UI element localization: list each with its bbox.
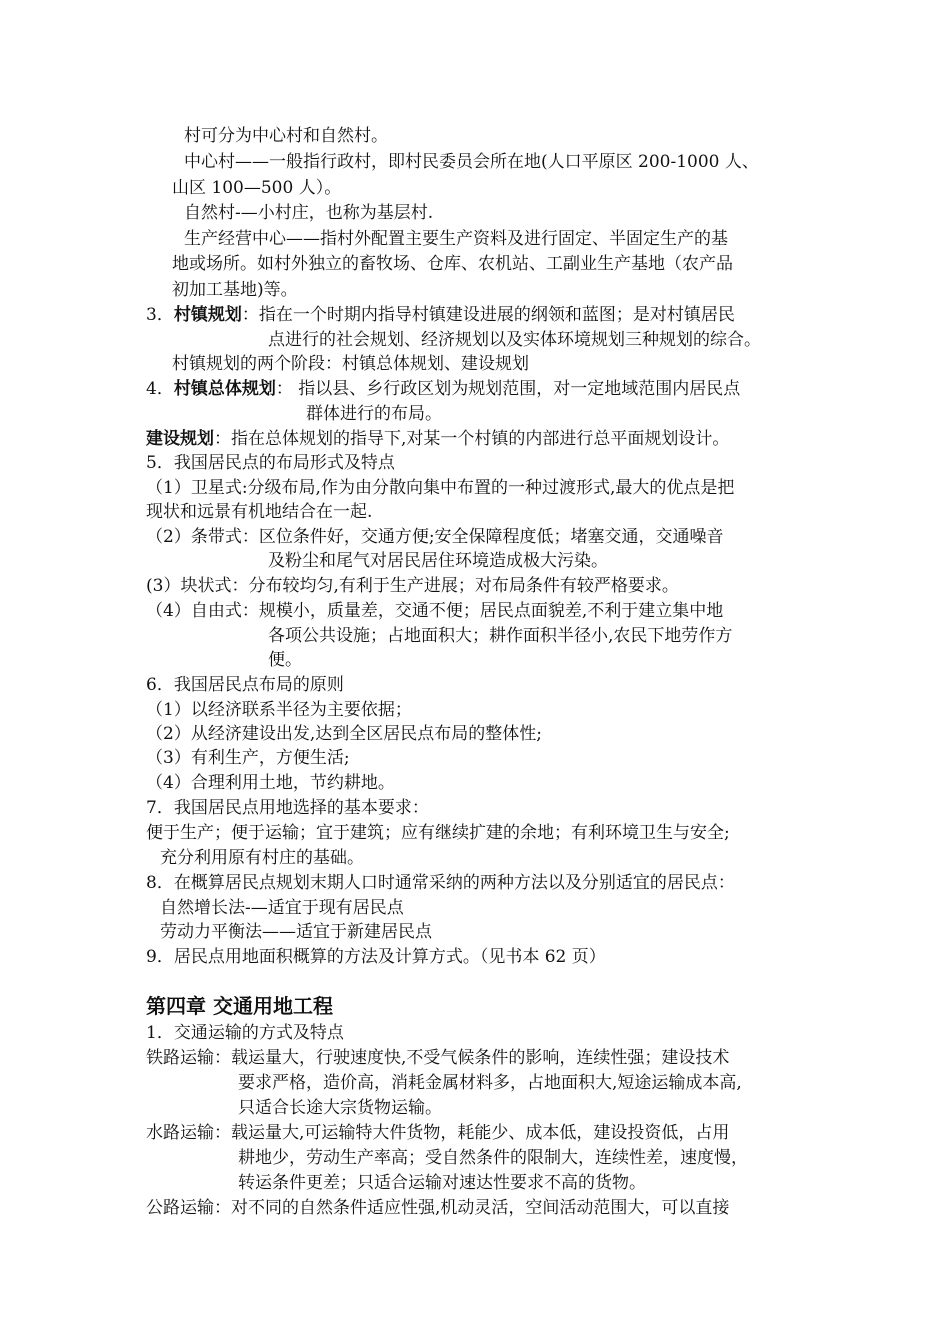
- section-5-free-line-3: 便。: [268, 650, 302, 670]
- railway-line-3: 只适合长途大宗货物运输。: [238, 1098, 442, 1118]
- section-4-line-1: [146, 377, 740, 401]
- section-6-title: 6．我国居民点布局的原则: [146, 675, 344, 695]
- highway-line-1: 公路运输：对不同的自然条件适应性强,机动灵活，空间活动范围大，可以直接: [146, 1198, 730, 1218]
- waterway-line-1: 水路运输：载运量大,可运输特大件货物，耗能少、成本低，建设投资低，占用: [146, 1123, 730, 1143]
- build-plan-text: ：指在总体规划的指导下,对某一个村镇的内部进行总平面规划设计。: [214, 429, 730, 449]
- section-5-strip-line-1: （2）条带式：区位条件好，交通方便;安全保障程度低；堵塞交通，交通噪音: [146, 527, 724, 547]
- section-8-title: 8．在概算居民点规划末期人口时通常采纳的两种方法以及分别适宜的居民点：: [146, 873, 735, 893]
- section-3-term: 村镇规划: [173, 305, 242, 325]
- section-5-title: 5．我国居民点的布局形式及特点: [146, 453, 395, 473]
- section-7-title: 7．我国居民点用地选择的基本要求：: [146, 798, 429, 818]
- section-5-free-line-2: 各项公共设施；占地面积大；耕作面积半径小,农民下地劳作方: [268, 626, 733, 646]
- chapter-4-heading: 第四章 交通用地工程: [146, 994, 333, 1018]
- section-3-line-3: 村镇规划的两个阶段：村镇总体规划、建设规划: [172, 354, 529, 374]
- section-6-item-2: （2）从经济建设出发,达到全区居民点布局的整体性;: [146, 724, 542, 744]
- section-7-line-2: 充分利用原有村庄的基础。: [160, 848, 364, 868]
- intro-line-6: 地或场所。如村外独立的畜牧场、仓库、农机站、工副业生产基地（农产品: [172, 254, 733, 274]
- section-8-line-2: 劳动力平衡法——适宜于新建居民点: [160, 922, 432, 942]
- section-4-term: 村镇总体规划: [173, 379, 276, 399]
- section-4-line-2: 群体进行的布局。: [306, 404, 442, 424]
- section-8-line-1: 自然增长法-—适宜于现有居民点: [160, 898, 404, 918]
- section-5-satellite-line-1: （1）卫星式:分级布局,作为由分散向集中布置的一种过渡形式,最大的优点是把: [146, 478, 735, 498]
- intro-line-1: 村可分为中心村和自然村。: [184, 126, 388, 146]
- chapter-4-section-1-title: 1．交通运输的方式及特点: [146, 1023, 344, 1043]
- build-plan-term: 建设规划: [146, 429, 214, 449]
- intro-line-2: 中心村——一般指行政村，即村民委员会所在地(人口平原区 200-1000 人、: [184, 152, 759, 172]
- section-6-item-4: （4）合理利用土地，节约耕地。: [146, 773, 395, 793]
- intro-line-4: 自然村-—小村庄，也称为基层村.: [184, 203, 434, 223]
- section-5-strip-line-2: 及粉尘和尾气对居民居住环境造成极大污染。: [268, 551, 608, 571]
- section-4-text: ： 指以县、乡行政区划为规划范围，对一定地域范围内居民点: [275, 379, 741, 399]
- railway-line-1: 铁路运输：载运量大，行驶速度快,不受气候条件的影响，连续性强；建设技术: [146, 1048, 730, 1068]
- section-9-title: 9．居民点用地面积概算的方法及计算方式。（见书本 62 页）: [146, 947, 606, 967]
- intro-line-7: 初加工基地)等。: [172, 280, 298, 300]
- waterway-line-3: 转运条件更差；只适合运输对速达性要求不高的货物。: [238, 1173, 646, 1193]
- section-6-item-1: （1）以经济联系半径为主要依据；: [146, 700, 412, 720]
- section-6-item-3: （3）有利生产，方便生活;: [146, 748, 350, 768]
- intro-line-5: 生产经营中心——指村外配置主要生产资料及进行固定、半固定生产的基: [184, 229, 728, 249]
- section-3-line-2: 点进行的社会规划、经济规划以及实体环境规划三种规划的综合。: [268, 330, 761, 350]
- section-4-number: 4．: [146, 379, 174, 399]
- railway-line-2: 要求严格，造价高，消耗金属材料多，占地面积大,短途运输成本高,: [238, 1073, 742, 1093]
- section-7-line-1: 便于生产；便于运输；宜于建筑；应有继续扩建的余地；有利环境卫生与安全;: [146, 823, 730, 843]
- section-3-number: 3．: [146, 305, 174, 325]
- section-5-satellite-line-2: 现状和远景有机地结合在一起.: [146, 502, 373, 522]
- section-3-text: ：指在一个时期内指导村镇建设进展的纲领和蓝图；是对村镇居民: [241, 305, 735, 325]
- waterway-line-2: 耕地少，劳动生产率高；受自然条件的限制大，连续性差，速度慢，: [238, 1148, 748, 1168]
- intro-line-3: 山区 100—500 人）。: [172, 178, 342, 198]
- section-5-free-line-1: （4）自由式：规模小，质量差，交通不便；居民点面貌差,不利于建立集中地: [146, 601, 724, 621]
- build-plan-line: [146, 427, 729, 451]
- section-5-block-line: (3）块状式：分布较均匀,有利于生产进展；对布局条件有较严格要求。: [146, 576, 679, 596]
- section-3-line-1: [146, 303, 735, 327]
